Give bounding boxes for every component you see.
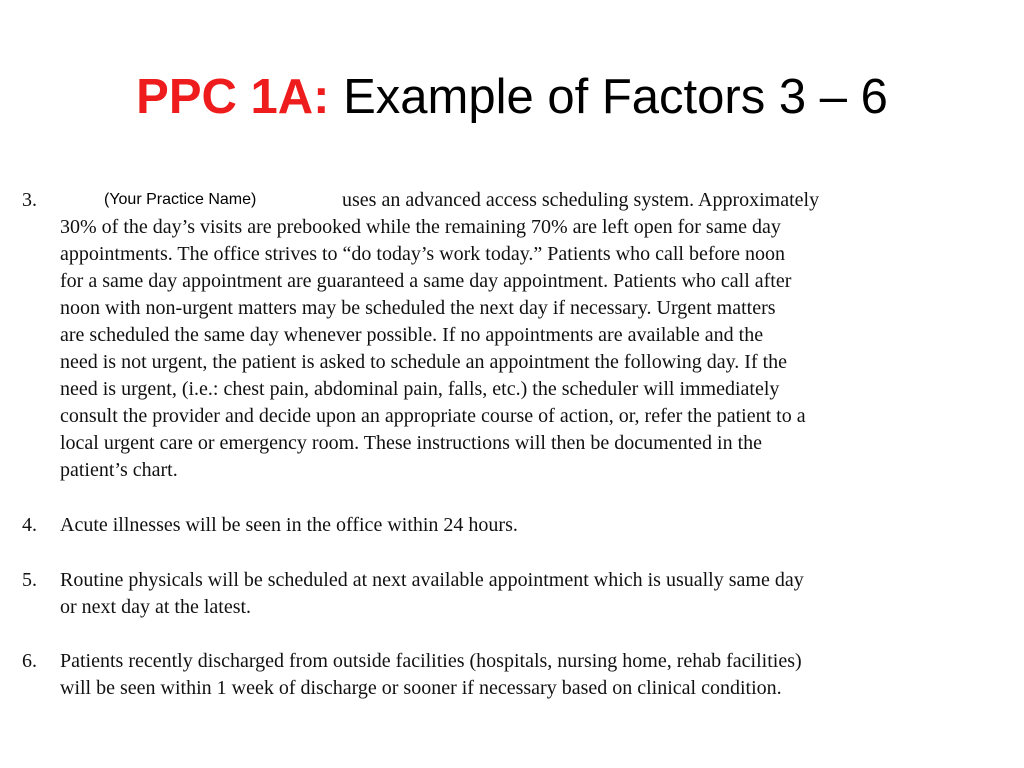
item-number: 6. (22, 650, 37, 672)
item-line: 30% of the day’s visits are prebooked while the remaining 70% are left open for same day (60, 216, 781, 238)
practice-name-placeholder: (Your Practice Name) (104, 191, 257, 208)
item-number: 5. (22, 569, 37, 591)
item-line: or next day at the latest. (60, 596, 252, 618)
item-line: will be seen within 1 week of discharge or sooner if necessary based on clinical condition. (60, 677, 782, 699)
title-main: Example of Factors 3 – 6 (343, 70, 888, 124)
item-line: for a same day appointment are guaranteed a same day appointment. Patients who call after (60, 270, 792, 292)
item-line: patient’s chart. (60, 459, 178, 481)
item-line: are scheduled the same day whenever possible. If no appointments are available and the (60, 324, 764, 346)
item-number: 3. (22, 189, 37, 211)
item-line: need is urgent, (i.e.: chest pain, abdominal pain, falls, etc.) the scheduler will immediately (60, 378, 780, 400)
title-prefix: PPC 1A: (136, 70, 330, 124)
item-line: uses an advanced access scheduling system. Approximately (342, 189, 820, 211)
item-line: Routine physicals will be scheduled at next available appointment which is usually same day (60, 569, 804, 591)
item-line: appointments. The office strives to “do today’s work today.” Patients who call before noon (60, 243, 786, 265)
item-line: need is not urgent, the patient is asked to schedule an appointment the following day. If the (60, 351, 788, 373)
item-line: noon with non-urgent matters may be scheduled the next day if necessary. Urgent matters (60, 297, 776, 319)
item-number: 4. (22, 514, 37, 536)
item-line: Patients recently discharged from outside facilities (hospitals, nursing home, rehab facilities) (60, 650, 802, 672)
item-line: consult the provider and decide upon an appropriate course of action, or, refer the patient to a (60, 405, 806, 427)
item-line: Acute illnesses will be seen in the office within 24 hours. (60, 514, 518, 536)
slide-title (0, 62, 1024, 132)
item-line: local urgent care or emergency room. These instructions will then be documented in the (60, 432, 763, 454)
